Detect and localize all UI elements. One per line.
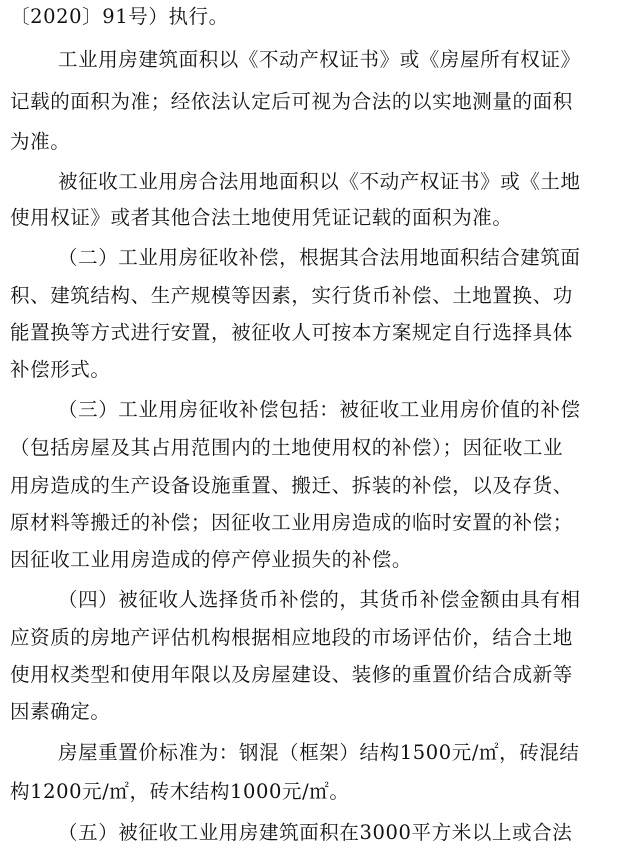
text-line: （三）工业用房征收补偿包括：被征收工业用房价值的补偿 [58,398,581,421]
text-line: 原材料等搬迁的补偿；因征收工业用房造成的临时安置的补偿； [10,511,573,534]
text-line: （二）工业用房征收补偿，根据其合法用地面积结合建筑面 [58,246,581,269]
text-line: 房屋重置价标准为：钢混（框架）结构1500元/㎡，砖混结 [58,741,580,764]
text-line: （包括房屋及其占用范围内的土地使用权的补偿）；因征收工业 [10,436,564,459]
text-line: 为准。 [10,130,71,153]
text-line: 使用权证》或者其他合法土地使用凭证记载的面积为准。 [10,206,513,229]
text-line: 〔2020〕91号）执行。 [10,5,229,28]
text-line: 用房造成的生产设备设施重置、搬迁、拆装的补偿，以及存货、 [10,474,573,497]
text-line: 应资质的房地产评估机构根据相应地段的市场评估价，结合土地 [10,626,573,649]
text-line: 被征收工业用房合法用地面积以《不动产权证书》或《土地 [58,170,581,193]
text-line: 因征收工业用房造成的停产停业损失的补偿。 [10,548,413,571]
text-line: 记载的面积为准；经依法认定后可视为合法的以实地测量的面积 [10,90,573,113]
text-line: 因素确定。 [10,700,111,723]
text-line: （四）被征收人选择货币补偿的，其货币补偿金额由具有相 [58,588,581,611]
text-line: 构1200元/㎡，砖木结构1000元/㎡。 [10,780,350,803]
text-line: 使用权类型和使用年限以及房屋建设、装修的重置价结合成新等 [10,663,573,686]
text-line: 工业用房建筑面积以《不动产权证书》或《房屋所有权证》 [58,48,581,71]
text-line: （五）被征收工业用房建筑面积在3000平方米以上或合法 [58,821,573,844]
text-line: 积、建筑结构、生产规模等因素，实行货币补偿、土地置换、功 [10,284,573,307]
text-line: 补偿形式。 [10,358,111,381]
text-line: 能置换等方式进行安置，被征收人可按本方案规定自行选择具体 [10,321,573,344]
